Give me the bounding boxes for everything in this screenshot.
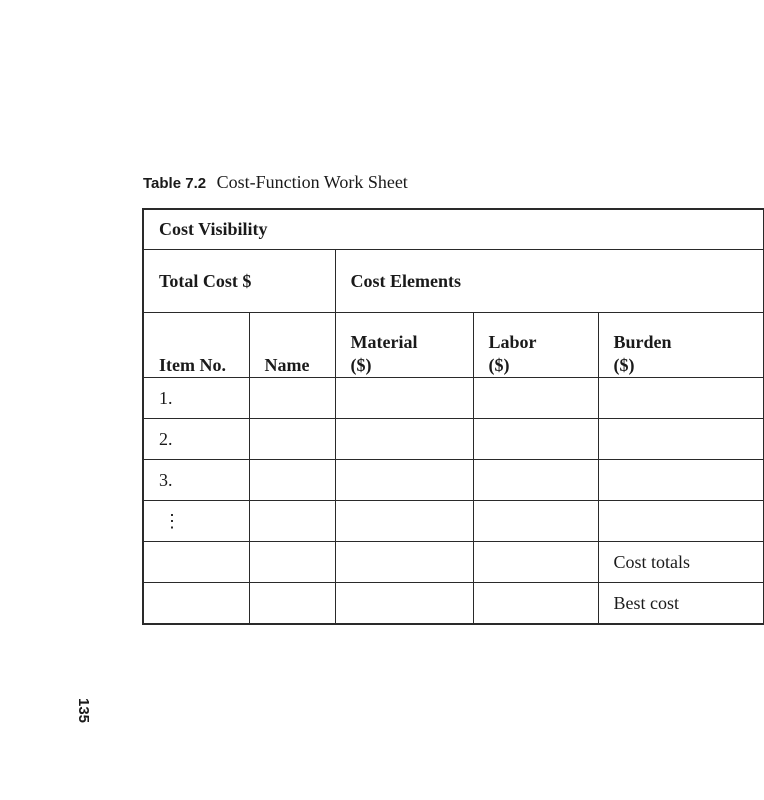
material-cell <box>335 378 473 419</box>
table-row <box>143 501 763 542</box>
labor-header-label: Labor <box>488 332 537 352</box>
labor-cell <box>473 501 598 542</box>
burden-cell <box>598 501 763 542</box>
name-cell <box>249 460 335 501</box>
name-cell <box>249 419 335 460</box>
labor-cell <box>473 378 598 419</box>
material-cell <box>335 460 473 501</box>
labor-header <box>473 313 598 378</box>
burden-header <box>598 313 763 378</box>
cost-totals-row <box>143 542 763 583</box>
table-label: Table 7.2 <box>143 175 207 192</box>
name-cell <box>249 378 335 419</box>
table-row <box>143 460 763 501</box>
burden-cell <box>598 378 763 419</box>
column-header-row <box>143 313 763 378</box>
cost-visibility-heading: Cost Visibility <box>143 209 763 250</box>
table-row <box>143 419 763 460</box>
name-cell <box>249 542 335 583</box>
burden-cell <box>598 419 763 460</box>
material-cell <box>335 583 473 625</box>
cost-elements-heading: Cost Elements <box>335 250 763 313</box>
cost-totals-label: Cost totals <box>598 542 763 583</box>
table-title: Cost-Function Work Sheet <box>216 172 408 192</box>
material-cell <box>335 501 473 542</box>
labor-cell <box>473 460 598 501</box>
table-row <box>143 378 763 419</box>
material-cell <box>335 419 473 460</box>
labor-header-unit: ($) <box>488 355 510 375</box>
burden-header-unit: ($) <box>613 355 635 375</box>
page-number: 135 <box>75 698 92 724</box>
table-caption <box>143 172 408 193</box>
material-header <box>335 313 473 378</box>
name-cell <box>249 583 335 625</box>
labor-cell <box>473 419 598 460</box>
total-cost-heading: Total Cost $ <box>143 250 335 313</box>
item-cell <box>143 583 249 625</box>
material-cell <box>335 542 473 583</box>
burden-header-label: Burden <box>613 332 672 352</box>
cost-visibility-row <box>143 209 763 250</box>
best-cost-label: Best cost <box>598 583 763 625</box>
name-header: Name <box>249 313 335 378</box>
cost-function-table <box>142 208 764 625</box>
item-cell: 2. <box>143 419 249 460</box>
item-no-header: Item No. <box>143 313 249 378</box>
material-header-label: Material <box>350 332 418 352</box>
name-cell <box>249 501 335 542</box>
labor-cell <box>473 583 598 625</box>
labor-cell <box>473 542 598 583</box>
item-cell: 3. <box>143 460 249 501</box>
best-cost-row <box>143 583 763 625</box>
burden-cell <box>598 460 763 501</box>
item-cell <box>143 542 249 583</box>
cost-function-table-frame <box>142 208 691 625</box>
vertical-ellipsis: ⋮ <box>163 510 181 531</box>
item-cell-ellipsis <box>143 501 249 542</box>
cost-group-row <box>143 250 763 313</box>
material-header-unit: ($) <box>350 355 372 375</box>
item-cell: 1. <box>143 378 249 419</box>
